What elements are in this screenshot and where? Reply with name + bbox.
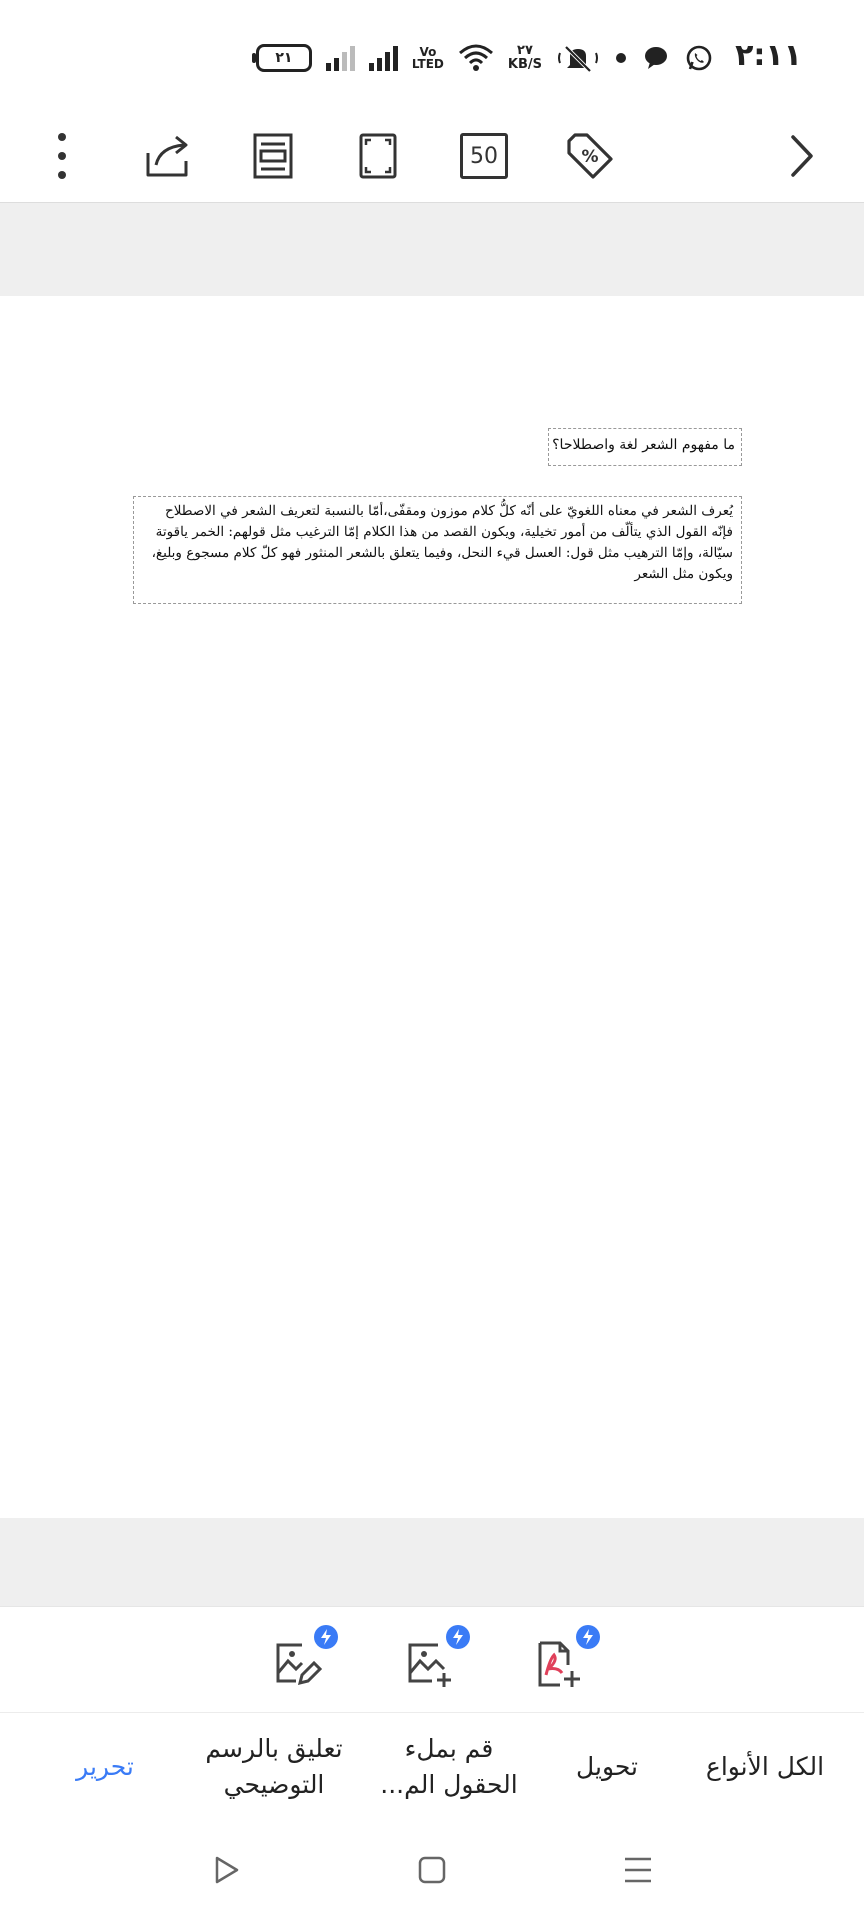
question-text: ما مفهوم الشعر لغة واصطلاحا؟ [552, 437, 735, 453]
question-text-field[interactable] [548, 428, 742, 466]
chat-bubble-icon [642, 44, 670, 72]
mute-icon [556, 43, 600, 73]
page-number-value: 50 [470, 143, 498, 169]
tab-edit[interactable] [50, 1713, 160, 1821]
network-speed-value: ٢٧ [517, 43, 533, 58]
document-page [0, 296, 864, 1518]
fullscreen-icon[interactable] [346, 124, 410, 188]
image-add-icon [404, 1639, 454, 1689]
status-icons [256, 38, 714, 78]
tab-annotate-drawing-label: تعليق بالرسم التوضيحي [205, 1734, 343, 1799]
whatsapp-icon [684, 43, 714, 73]
page-layout-icon[interactable] [241, 124, 305, 188]
discount-tag-icon[interactable] [558, 124, 622, 188]
tab-annotate-drawing[interactable] [200, 1713, 348, 1821]
tab-all-types-label: الكل الأنواع [705, 1752, 825, 1781]
page-number-badge [460, 133, 508, 179]
toolbar [0, 110, 864, 203]
signal-strength-icon-2 [326, 45, 355, 71]
image-edit-icon [272, 1639, 322, 1689]
tab-all-types[interactable] [690, 1713, 840, 1821]
pdf-add-icon [534, 1639, 584, 1689]
tab-convert-label: تحويل [576, 1752, 638, 1781]
signal-strength-icon-1 [369, 45, 398, 71]
wifi-icon [458, 43, 494, 73]
tab-fill-fields-label: قم بملء الحقول الم... [380, 1734, 518, 1799]
add-image-action[interactable] [404, 1631, 470, 1691]
answer-text: يُعرف الشعر في معناه اللغويّ على أنّه كلُّ كلام موزون ومقفّى،أمّا بالنسبة لتعريف الشعر في الاصطلاح فإنّه القول الذي يتألّف من أمور تخيلية، ويكون القصد من هذا الكلام إمّا الترغيب مثل قولهم: الخمر ياقوتة سيّالة، وإمّا الترهيب مثل قول: العسل قيء النحل، وفيما يتعلق بالشعر المنثور فهو كلّ كلام مسجوع وبليغ، ويكون مثل الشعر [151, 503, 733, 582]
edit-image-action[interactable] [272, 1631, 338, 1691]
bottom-tabs [0, 1712, 864, 1821]
network-speed [508, 44, 542, 72]
lightning-badge-icon [314, 1625, 338, 1649]
lightning-badge-icon [576, 1625, 600, 1649]
share-icon[interactable] [136, 124, 200, 188]
battery-level: ٢١ [275, 50, 293, 66]
tab-edit-label: تحرير [76, 1752, 134, 1781]
volte-label-top: Vo [419, 45, 437, 59]
battery-icon [256, 44, 312, 72]
svg-text:%: % [581, 147, 599, 167]
viewer-background-bottom [0, 1518, 864, 1606]
volte-label-bottom: LTED [411, 57, 444, 71]
answer-text-field[interactable] [133, 496, 742, 604]
tab-fill-fields[interactable] [376, 1713, 522, 1821]
page-number-button[interactable] [452, 124, 516, 188]
notification-dot-icon [614, 51, 628, 65]
chevron-right-icon[interactable] [770, 124, 834, 188]
more-options-icon[interactable] [30, 124, 94, 188]
lightning-badge-icon [446, 1625, 470, 1649]
home-square-icon[interactable] [410, 1848, 454, 1892]
system-navigation-bar [0, 1820, 864, 1920]
status-time: ٢:١١ [735, 38, 802, 73]
status-bar [0, 0, 864, 110]
network-speed-unit: KB/S [507, 57, 542, 72]
add-pdf-action[interactable] [534, 1631, 600, 1691]
quick-actions-bar [0, 1606, 864, 1713]
recent-apps-menu-icon[interactable] [616, 1848, 660, 1892]
back-play-icon[interactable] [204, 1848, 248, 1892]
tab-convert[interactable] [548, 1713, 666, 1821]
volte-label [412, 46, 444, 70]
viewer-background-top [0, 203, 864, 296]
